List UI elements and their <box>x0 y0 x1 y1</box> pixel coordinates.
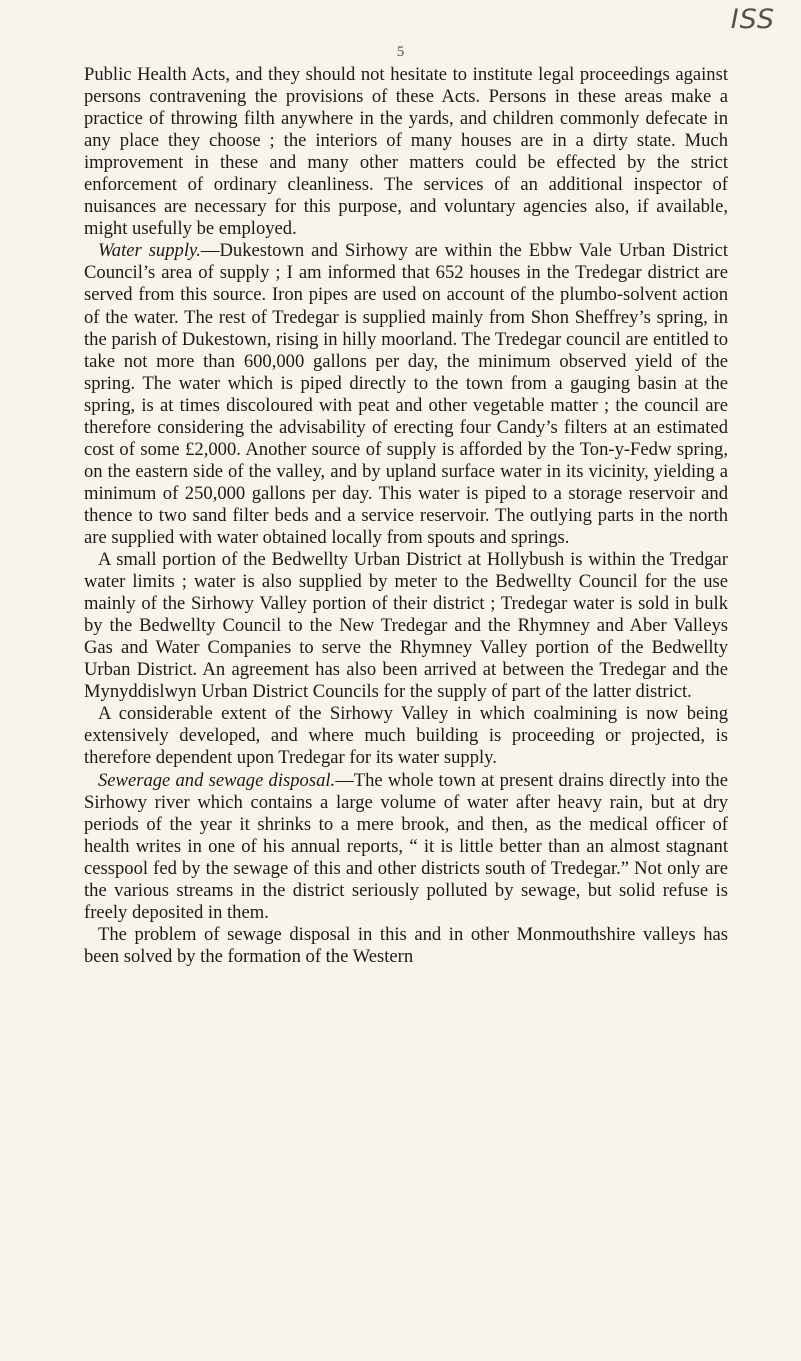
paragraph-public-health <box>84 64 728 240</box>
paragraph-text: Public Health Acts, and they should not hesitate to institute legal proceedings against persons contravening the provisions of these Acts. Persons in these areas make a practice of throwing filth anywhere in the yards, and children commonly defecate in any place they choose ; the interiors of many houses are in a dirty state. Much improvement in these and many other matters could be effected by the strict enforcement of ordinary cleanliness. The services of an additional inspector of nuisances are necessary for this purpose, and voluntary agencies also, if available, might usefully be employed. <box>84 64 728 240</box>
body-text <box>84 64 728 968</box>
paragraph-sewerage <box>84 770 728 924</box>
paragraph-text: A small portion of the Bedwellty Urban District at Hollybush is within the Tredgar water limits ; water is also supplied by meter to the Bedwellty Council for the use mainly of the Sirhowy Valley portion of their district ; Tredegar water is sold in bulk by the Bedwellty Council to the New Tredegar and the Rhymney and Aber Valleys Gas and Water Companies to serve the Rhymney Valley portion of the Bedwellty Urban District. An agreement has also been arrived at between the Tredegar and the Mynyddislwyn Urban District Councils for the supply of part of the latter district. <box>84 549 728 703</box>
paragraph-text: —The whole town at present drains directly into the Sirhowy river which contains a large volume of water after heavy rain, but at dry periods of the year it shrinks to a mere brook, and then, as the medical officer of health writes in one of his annual reports, “ it is little better than an almost stagnant cesspool fed by the sewage of this and other districts south of Tredegar.” Not only are the various streams in the district seriously polluted by sewage, but solid refuse is freely deposited in them. <box>84 769 728 923</box>
handwritten-annotation: ISS <box>730 4 775 35</box>
paragraph-text: —Dukestown and Sirhowy are within the Ebbw Vale Urban District Council’s area of supply ; I am informed that 652 houses in the Tredegar district are served from this source. Iron pipes are used on account of the plumbo-solvent action of the water. The rest of Tredegar is supplied mainly from Shon Sheffrey’s spring, in the parish of Dukestown, rising in hilly moorland. The Tredegar council are entitled to take not more than 600,000 gallons per day, the minimum observed yield of the spring. The water which is piped directly to the town from a gauging basin at the spring, is at times discoloured with peat and other vegetable matter ; the council are therefore considering the advisability of erecting four Candy’s filters at an estimated cost of some £2,000. Another source of supply is afforded by the Ton-y-Fedw spring, on the eastern side of the valley, and by upland surface water in its vicinity, yielding a minimum of 250,000 gallons per day. This water is piped to a storage reservoir and thence to two sand filter beds and a service reservoir. The outlying parts in the north are supplied with water obtained locally from spouts and springs. <box>84 240 728 548</box>
paragraph-sewage-problem <box>84 924 728 968</box>
paragraph-text: A considerable extent of the Sirhowy Valley in which coalmining is now being extensively developed, and where much building is proceeding or projected, is therefore dependent upon Tredegar for its water supply. <box>84 703 728 769</box>
paragraph-sirhowy-valley <box>84 703 728 769</box>
paragraph-bedwellty <box>84 549 728 703</box>
section-heading-sewerage: Sewerage and sewage disposal. <box>98 769 336 791</box>
page-number: 5 <box>396 44 405 60</box>
paragraph-text: The problem of sewage disposal in this and in other Monmouthshire valleys has been solved by the formation of the Western <box>84 923 728 967</box>
paragraph-water-supply <box>84 240 728 549</box>
section-heading-water-supply: Water supply. <box>98 240 201 262</box>
